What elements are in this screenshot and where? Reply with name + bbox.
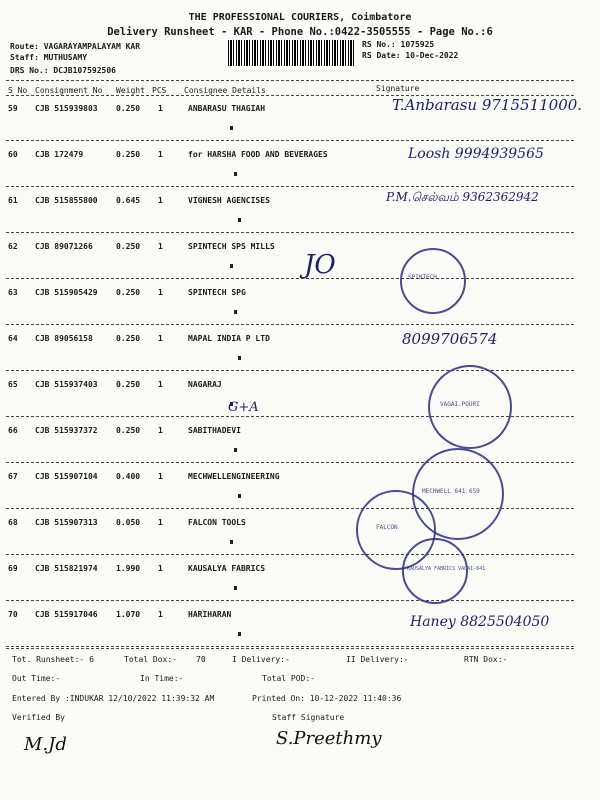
stamp-text: VAGAI.POURI (440, 401, 480, 408)
printed-on: Printed On: 10-12-2022 11:40:36 (252, 694, 402, 703)
barcode (228, 40, 354, 66)
col-consignment: Consignment No (35, 86, 103, 95)
total-dox-label: Total Dox:- (124, 655, 177, 664)
stamp-text: KAUSALYA FABRICS VAGAI-641 (407, 566, 486, 572)
staff-handwritten-signature: S.Preethmy (276, 728, 382, 749)
row-tick-mark (234, 586, 237, 590)
row-divider (6, 140, 574, 141)
row-pcs: 1 (158, 104, 163, 113)
row-consignment: CJB 515937372 (35, 426, 98, 435)
row-tick-mark (234, 448, 237, 452)
row-consignment: CJB 515939803 (35, 104, 98, 113)
row-pcs: 1 (158, 610, 163, 619)
row-pcs: 1 (158, 518, 163, 527)
staff-signature-label: Staff Signature (272, 713, 345, 722)
row-weight: 1.070 (116, 610, 141, 619)
stamp-vagai (428, 365, 512, 449)
total-pod: Total POD:- (262, 674, 315, 683)
row-pcs: 1 (158, 426, 163, 435)
row-pcs: 1 (158, 472, 163, 481)
stamp-kausalya (402, 538, 486, 604)
row-weight: 0.250 (116, 380, 141, 389)
row-sno: 66 (8, 426, 18, 435)
col-consignee: Consignee Details (184, 86, 266, 95)
row-sno: 65 (8, 380, 18, 389)
row-signature: Haney 8825504050 (410, 614, 550, 630)
row-weight: 0.250 (116, 288, 141, 297)
row-tick-mark (234, 172, 237, 176)
row-divider (6, 600, 574, 601)
row-signature: P.M.செல்வம் 9362362942 (386, 190, 539, 204)
verified-by-label: Verified By (12, 713, 65, 722)
row-consignee: SPINTECH SPG (188, 288, 246, 297)
row-sno: 67 (8, 472, 18, 481)
row-consignment: CJB 515937403 (35, 380, 98, 389)
row-tick-mark (238, 632, 241, 636)
row-weight: 0.250 (116, 242, 141, 251)
row-pcs: 1 (158, 380, 163, 389)
row-sno: 70 (8, 610, 18, 619)
row-divider (6, 554, 574, 555)
row-sno: 60 (8, 150, 18, 159)
row-divider (6, 186, 574, 187)
row-pcs: 1 (158, 150, 163, 159)
stamp-spintech (400, 248, 466, 314)
row-consignee: SPINTECH SPS MILLS (188, 242, 275, 251)
row-consignment: CJB 515855800 (35, 196, 98, 205)
row-consignee: VIGNESH AGENCISES (188, 196, 270, 205)
row-sno: 63 (8, 288, 18, 297)
row-consignment: CJB 515821974 (35, 564, 98, 573)
col-signature: Signature (376, 84, 420, 93)
in-time: In Time:- (140, 674, 184, 683)
row-pcs: 1 (158, 564, 163, 573)
row-consignment: CJB 515907104 (35, 472, 98, 481)
total-dox-value: 70 (196, 655, 206, 664)
row-weight: 0.250 (116, 150, 141, 159)
row-divider (6, 278, 574, 279)
row-signature: 8099706574 (402, 330, 498, 348)
rtn-dox: RTN Dox:- (464, 655, 508, 664)
row-tick-mark (230, 264, 233, 268)
row-signature: G+A (228, 400, 259, 415)
row-tick-mark (238, 494, 241, 498)
row-weight: 0.400 (116, 472, 141, 481)
row-tick-mark (230, 540, 233, 544)
staff-label: Staff: MUTHUSAMY (10, 53, 88, 62)
row-sno: 68 (8, 518, 18, 527)
row-consignee: MECHWELLENGINEERING (188, 472, 280, 481)
col-pcs: PCS (152, 86, 167, 95)
row-pcs: 1 (158, 196, 163, 205)
row-weight: 1.990 (116, 564, 141, 573)
stamp-text: MECHWELL 641 659 (422, 488, 480, 495)
row-sno: 61 (8, 196, 18, 205)
runsheet-title: Delivery Runsheet - KAR - Phone No.:0422-3505555 - Page No.:6 (107, 26, 493, 38)
row-weight: 0.645 (116, 196, 141, 205)
row-consignment: CJB 89056158 (35, 334, 93, 343)
row-consignee: NAGARAJ (188, 380, 222, 389)
row-consignee: HARIHARAN (188, 610, 232, 619)
row-consignee: FALCON TOOLS (188, 518, 246, 527)
header-divider-top (6, 80, 574, 81)
row-consignment: CJB 515907313 (35, 518, 98, 527)
company-title: THE PROFESSIONAL COURIERS, Coimbatore (188, 12, 412, 23)
row-signature: Loosh 9994939565 (408, 146, 544, 162)
route-label: Route: VAGARAYAMPALAYAM KAR (10, 42, 141, 51)
row-tick-mark (238, 356, 241, 360)
rs-date: RS Date: 10-Dec-2022 (362, 51, 459, 60)
out-time: Out Time:- (12, 674, 61, 683)
col-weight: Weight (116, 86, 145, 95)
row-signature: T.Anbarasu 9715511000. (392, 96, 583, 114)
stamp-text: FALCON (376, 524, 398, 531)
tot-runsheet: Tot. Runsheet:- 6 (12, 655, 94, 664)
row-sno: 64 (8, 334, 18, 343)
row-consignee: for HARSHA FOOD AND BEVERAGES (188, 150, 328, 159)
row-consignment: CJB 515917046 (35, 610, 98, 619)
stamp-text: SPINTECH (408, 274, 437, 281)
row-divider (6, 324, 574, 325)
row-divider (6, 646, 574, 647)
col-sno: S No (8, 86, 28, 95)
entered-by: Entered By :INDUKAR 12/10/2022 11:39:32 AM (12, 694, 215, 703)
row-weight: 0.250 (116, 426, 141, 435)
verified-signature: M.Jd (24, 734, 67, 755)
row-signature: JO (304, 250, 336, 280)
row-pcs: 1 (158, 242, 163, 251)
rs-number: RS No.: 1075925 (362, 40, 435, 49)
row-consignment: CJB 89071266 (35, 242, 93, 251)
row-consignee: SABITHADEVI (188, 426, 241, 435)
row-consignee: MAPAL INDIA P LTD (188, 334, 270, 343)
ii-delivery: II Delivery:- (346, 655, 409, 664)
i-delivery: I Delivery:- (232, 655, 290, 664)
drs-number: DRS No.: DCJB107592506 (10, 66, 116, 75)
row-sno: 59 (8, 104, 18, 113)
row-sno: 62 (8, 242, 18, 251)
row-weight: 0.250 (116, 334, 141, 343)
row-consignment: CJB 515905429 (35, 288, 98, 297)
row-pcs: 1 (158, 334, 163, 343)
row-consignee: KAUSALYA FABRICS (188, 564, 266, 573)
row-pcs: 1 (158, 288, 163, 297)
row-tick-mark (234, 310, 237, 314)
footer-divider (6, 648, 574, 649)
row-divider (6, 232, 574, 233)
row-consignment: CJB 172479 (35, 150, 84, 159)
row-weight: 0.050 (116, 518, 141, 527)
row-weight: 0.250 (116, 104, 141, 113)
row-tick-mark (230, 126, 233, 130)
row-sno: 69 (8, 564, 18, 573)
row-tick-mark (238, 218, 241, 222)
row-consignee: ANBARASU THAGIAH (188, 104, 266, 113)
